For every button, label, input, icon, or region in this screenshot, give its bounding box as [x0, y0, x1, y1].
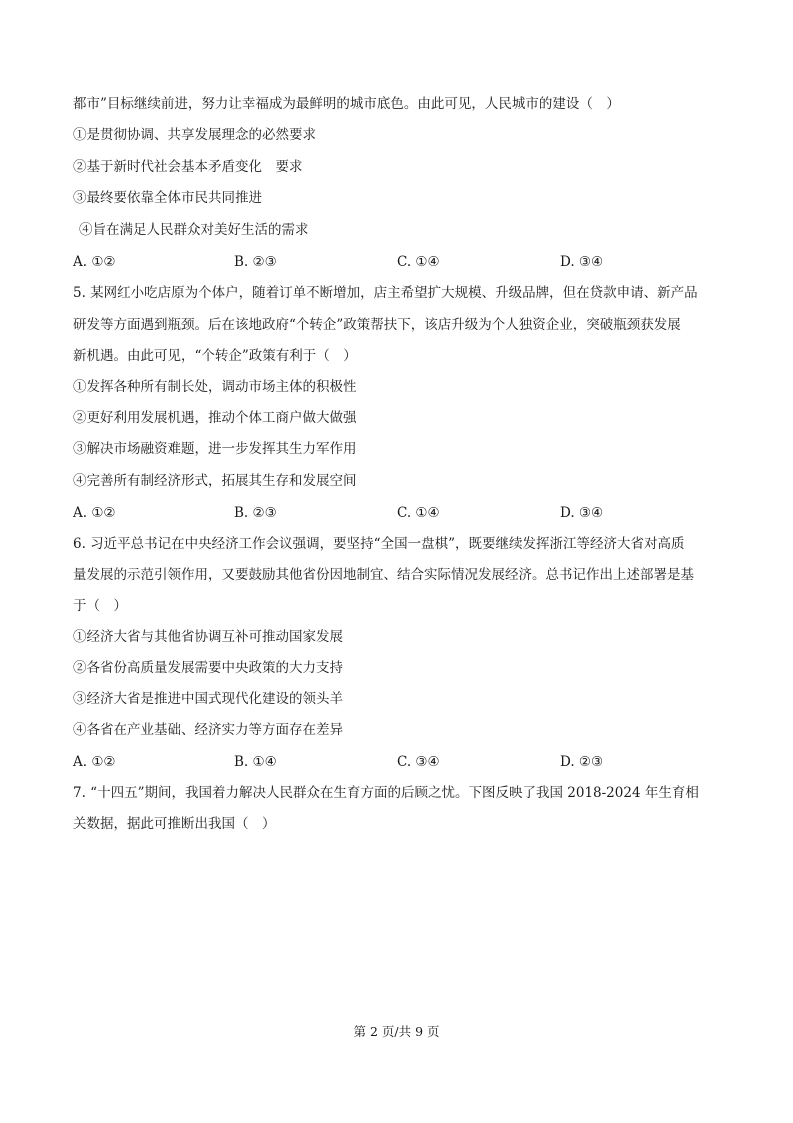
q7-stem-line-2: 关数据，据此可推断出我国（ ） — [73, 816, 276, 832]
q5-item-4: ④完善所有制经济形式，拓展其生存和发展空间 — [73, 473, 357, 489]
q5-option-c: C. ①④ — [397, 505, 440, 521]
q5-stem-line-3: 新机遇。由此可见，“个转企”政策有利于（ ） — [73, 348, 357, 364]
q5-item-3: ③解决市场融资难题，进一步发挥其生力军作用 — [73, 441, 357, 457]
q5-option-b: B. ②③ — [234, 505, 277, 521]
q5-stem-line-1: 5. 某网红小吃店原为个体户，随着订单不断增加，店主希望扩大规模、升级品牌，但在贷款申请、新产品 — [73, 285, 698, 301]
q6-option-a: A. ①② — [73, 754, 116, 770]
q6-option-c: C. ③④ — [397, 754, 440, 770]
q4-item-1: ①是贯彻协调、共享发展理念的必然要求 — [73, 127, 316, 143]
q4-option-a: A. ①② — [73, 254, 116, 270]
q7-stem-line-1: 7. “十四五”期间，我国着力解决人民群众在生育方面的后顾之忧。下图反映了我国 2018-2024 年生育相 — [73, 785, 699, 801]
q5-stem-line-2: 研发等方面遇到瓶颈。后在该地政府“个转企”政策帮扶下，该店升级为个人独资企业，突破瓶颈获发展 — [73, 317, 681, 333]
q4-item-2: ②基于新时代社会基本矛盾变化 要求 — [73, 159, 303, 175]
q6-item-4: ④各省在产业基础、经济实力等方面存在差异 — [73, 722, 343, 738]
q6-item-2: ②各省份高质量发展需要中央政策的大力支持 — [73, 660, 343, 676]
q5-item-2: ②更好利用发展机遇，推动个体工商户做大做强 — [73, 410, 357, 426]
q6-stem-line-2: 量发展的示范引领作用，又要鼓励其他省份因地制宜、结合实际情况发展经济。总书记作出上述部署是基 — [73, 567, 694, 583]
q6-option-d: D. ②③ — [560, 754, 604, 770]
q4-item-3: ③最终要依靠全体市民共同推进 — [73, 190, 262, 206]
q6-stem-line-1: 6. 习近平总书记在中央经济工作会议强调，要坚持“全国一盘棋”，既要继续发挥浙江等经济大省对高质 — [73, 536, 685, 552]
q6-item-3: ③经济大省是推进中国式现代化建设的领头羊 — [73, 691, 343, 707]
q5-option-a: A. ①② — [73, 505, 116, 521]
q4-stem-line: 都市”目标继续前进，努力让幸福成为最鲜明的城市底色。由此可见，人民城市的建设（ ） — [73, 96, 620, 112]
q4-option-c: C. ①④ — [397, 254, 440, 270]
q5-item-1: ①发挥各种所有制长处，调动市场主体的积极性 — [73, 379, 357, 395]
q6-item-1: ①经济大省与其他省协调互补可推动国家发展 — [73, 629, 343, 645]
q5-option-d: D. ③④ — [560, 505, 604, 521]
q4-option-d: D. ③④ — [560, 254, 604, 270]
q6-option-b: B. ①④ — [234, 754, 277, 770]
q4-item-4: ④旨在满足人民群众对美好生活的需求 — [79, 222, 309, 238]
q6-stem-line-3: 于（ ） — [73, 598, 127, 614]
q4-option-b: B. ②③ — [234, 254, 277, 270]
page-footer: 第 2 页/共 9 页 — [353, 1024, 440, 1039]
